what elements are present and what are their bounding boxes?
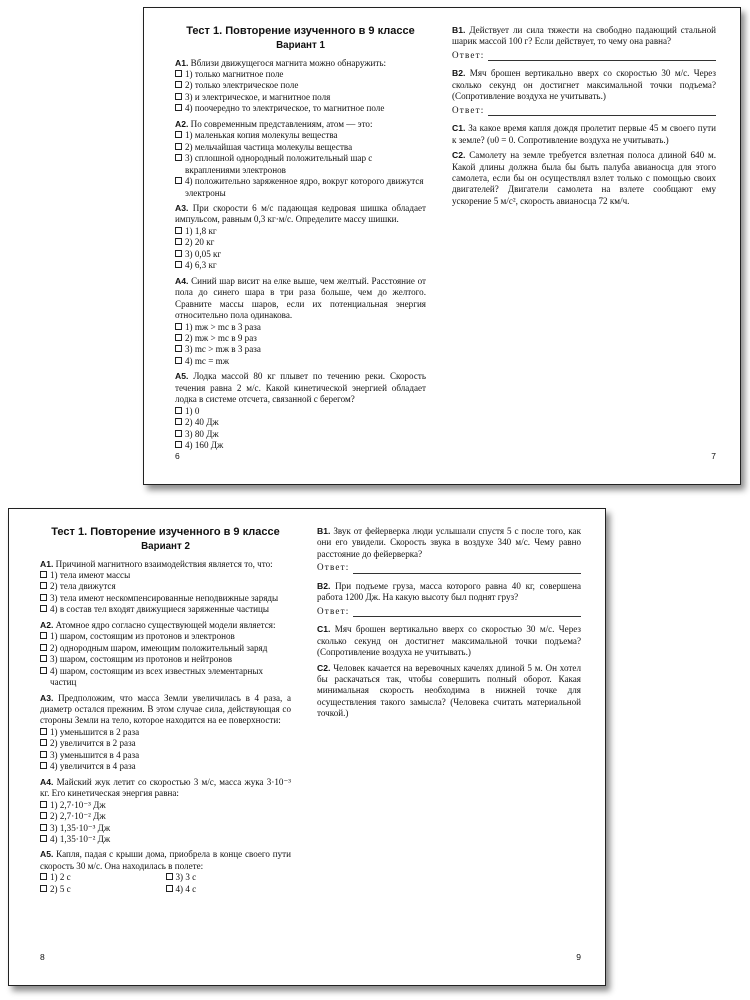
checkbox[interactable] [175, 261, 182, 268]
answer-option[interactable] [40, 654, 291, 665]
question-text [452, 123, 716, 146]
answer-options [175, 130, 426, 199]
question-number: А3. [175, 202, 189, 213]
question [40, 693, 291, 773]
option-text: 1) только магнитное поле [185, 68, 284, 79]
page-left [9, 509, 307, 985]
answer-option[interactable] [40, 666, 291, 689]
checkbox[interactable] [175, 250, 182, 257]
question [40, 559, 291, 616]
question-text [175, 203, 426, 226]
option-text: 2) мельчайшая частица молекулы вещества [185, 141, 353, 152]
option-text: 2) однородным шаром, имеющим положительный заряд [50, 642, 268, 653]
answer-option[interactable] [40, 581, 291, 592]
answer-option[interactable] [40, 593, 291, 604]
question-text [40, 620, 291, 631]
option-text: 2) mж > mс в 9 раз [185, 332, 257, 343]
checkbox[interactable] [40, 655, 47, 662]
answer-option[interactable] [40, 872, 166, 883]
option-text: 4) mс = mж [185, 355, 229, 366]
checkbox[interactable] [175, 238, 182, 245]
question-text [317, 581, 581, 604]
question-number: С1. [452, 123, 466, 134]
checkbox[interactable] [175, 177, 182, 184]
checkbox[interactable] [175, 104, 182, 111]
question-number: В1. [317, 526, 331, 536]
answer-option[interactable] [40, 643, 291, 654]
question-number: С1. [317, 624, 331, 635]
question-body: Лодка массой 80 кг плывет по течению реки. Скорость течения равна 2 м/с. Какой кинетической энергией обладает лодка в системе отсчета, связанной с берегом? [175, 371, 426, 405]
option-text: 4) в состав тел входят движущиеся заряженные частицы [50, 604, 270, 615]
question-body: Майский жук летит со скоростью 3 м/с, масса жука 3·10⁻³ кг. Его кинетическая энергия равна: [40, 776, 291, 799]
answer-option[interactable] [175, 92, 426, 103]
question-number: А2. [175, 118, 189, 129]
question-body: Капля, падая с крыши дома, приобрела в конце своего пути скорость 30 м/с. Она находилась в полете: [40, 849, 292, 871]
answer-option[interactable] [175, 406, 426, 417]
checkbox[interactable] [40, 739, 47, 746]
answer-option[interactable] [166, 884, 292, 895]
answer-option[interactable] [40, 570, 291, 581]
question-number: А1. [40, 558, 54, 569]
checkbox[interactable] [40, 824, 47, 831]
checkbox[interactable] [175, 81, 182, 88]
question-body: За какое время капля дождя пролетит первые 45 м своего пути к земле? (υ0 = 0. Сопротивление воздуха не учитывать.) [452, 123, 716, 145]
checkbox[interactable] [175, 334, 182, 341]
answer-field[interactable] [353, 565, 581, 574]
answer-field[interactable] [353, 608, 581, 617]
answer-options [175, 406, 426, 452]
answer-option[interactable] [175, 356, 426, 367]
answer-line [452, 105, 716, 116]
option-text: 3) сплошной однородный положительный шар с вкраплениями электронов [185, 153, 373, 175]
question-body: Действует ли сила тяжести на свободно падающий стальной шарик массой 100 г? Если действует, то чему она равна? [452, 25, 717, 47]
answer-option[interactable] [175, 249, 426, 260]
checkbox[interactable] [175, 418, 182, 425]
option-text: 3) 0,05 кг [185, 248, 222, 259]
answer-option[interactable] [175, 226, 426, 237]
question [452, 68, 716, 116]
question-body: Мяч брошен вертикально вверх со скоростью 30 м/с. Через сколько секунд он достигнет максимальной точки подъема? (Сопротивление воздуха не учитывать.) [317, 624, 582, 658]
question-number: А2. [40, 619, 54, 630]
question [40, 620, 291, 689]
question [40, 849, 291, 895]
question-body: Мяч брошен вертикально вверх со скоростью 30 м/с. Через сколько секунд он достигнет максимальной точки подъема? (Сопротивление воздуха не учитывать.) [452, 68, 717, 102]
page-number: 6 [175, 451, 180, 462]
answer-field[interactable] [488, 52, 716, 61]
question-text [40, 693, 291, 727]
answer-options [40, 631, 291, 688]
test-title: Тест 1. Повторение изученного в 9 классе [51, 526, 280, 538]
checkbox[interactable] [175, 227, 182, 234]
question-number: В2. [317, 580, 331, 591]
option-text: 3) уменьшится в 4 раза [50, 749, 140, 760]
question-text [452, 68, 716, 102]
option-text: 1) тела имеют массы [50, 569, 131, 580]
answer-option[interactable] [40, 750, 291, 761]
answer-options [40, 570, 291, 616]
answer-option[interactable] [175, 333, 426, 344]
option-text: 3) тела имеют нескомпенсированные неподвижные заряды [50, 592, 279, 603]
answer-option[interactable] [166, 872, 292, 883]
question [175, 203, 426, 272]
checkbox[interactable] [40, 873, 47, 880]
option-text: 4) поочередно то электрическое, то магнитное поле [185, 103, 385, 114]
checkbox[interactable] [175, 93, 182, 100]
question-text [40, 777, 291, 800]
option-text: 4) 4 с [175, 883, 197, 894]
answer-option[interactable] [175, 344, 426, 355]
checkbox[interactable] [40, 728, 47, 735]
answer-label: Ответ: [317, 562, 350, 573]
question [175, 58, 426, 115]
checkbox[interactable] [40, 812, 47, 819]
answer-option[interactable] [40, 811, 291, 822]
answer-option[interactable] [175, 322, 426, 333]
option-text: 1) 2 с [50, 872, 71, 883]
page-spread-2 [8, 508, 606, 986]
question-body: Человек качается на веревочных качелях длиной 5 м. Он хотел бы раскачаться так, чтобы совершить полный оборот. Какая минимальная скорость необходима в нижней точке для осуществления такого замысла? (Человека считать материальной точкой.) [317, 662, 581, 719]
question-number: В2. [452, 68, 466, 79]
question [317, 663, 581, 720]
question [175, 371, 426, 451]
checkbox[interactable] [175, 154, 182, 161]
answer-line [317, 606, 581, 617]
question-number: А1. [175, 57, 189, 68]
option-text: 2) 5 с [50, 883, 71, 894]
question-number: А5. [40, 849, 54, 860]
checkbox[interactable] [40, 582, 47, 589]
question-body: При скорости 6 м/с падающая кедровая шишка обладает импульсом, равным 0,3 кг·м/с. Определите массу шишки. [175, 202, 426, 225]
checkbox[interactable] [40, 885, 47, 892]
option-text: 1) mж > mс в 3 раза [185, 321, 261, 332]
answer-option[interactable] [175, 429, 426, 440]
checkbox[interactable] [166, 885, 173, 892]
question-text [317, 663, 581, 720]
question-text [175, 276, 426, 322]
variant-label: Вариант 2 [141, 541, 190, 553]
option-text: 1) 1,8 кг [185, 225, 217, 236]
question-number: В1. [452, 25, 466, 35]
checkbox[interactable] [40, 594, 47, 601]
question-number: А4. [175, 275, 189, 286]
option-text: 3) и электрическое, и магнитное поля [185, 91, 331, 102]
answer-label: Ответ: [452, 104, 485, 115]
question-text [175, 119, 426, 130]
answer-option[interactable] [40, 800, 291, 811]
question-number: С2. [452, 150, 466, 161]
answer-options [40, 872, 291, 895]
checkbox[interactable] [40, 835, 47, 842]
question-body: Звук от фейерверка люди услышали спустя 5 с после того, как они его увидели. Скорость звука в воздухе 340 м/с. Чему равно расстояние до фейерверка? [317, 526, 581, 559]
question [452, 123, 716, 146]
option-text: 1) 2,7·10⁻³ Дж [50, 799, 106, 810]
option-text: 3) шаром, состоящим из протонов и нейтронов [50, 654, 233, 665]
question [317, 526, 581, 574]
question [452, 25, 716, 61]
question [317, 624, 581, 658]
answer-options [175, 226, 426, 272]
question-text [175, 58, 426, 69]
variant-label: Вариант 1 [276, 40, 325, 52]
question-text [317, 624, 581, 658]
answer-option[interactable] [40, 884, 166, 895]
option-text: 2) 2,7·10⁻² Дж [50, 811, 106, 822]
answer-options [175, 322, 426, 368]
checkbox[interactable] [40, 751, 47, 758]
question [40, 777, 291, 846]
option-text: 4) шаром, состоящим из всех известных элементарных частиц [50, 665, 264, 688]
option-text: 2) 20 кг [185, 237, 215, 248]
page-number: 8 [40, 952, 45, 963]
option-text: 2) только электрическое поле [185, 80, 299, 91]
page-number: 7 [711, 451, 716, 462]
checkbox[interactable] [175, 441, 182, 448]
answer-option[interactable] [175, 153, 426, 176]
checkbox[interactable] [175, 70, 182, 77]
checkbox[interactable] [175, 131, 182, 138]
answer-option[interactable] [175, 130, 426, 141]
question-text [452, 25, 716, 48]
answer-option[interactable] [40, 823, 291, 834]
option-text: 4) положительно заряженное ядро, вокруг которого движутся электроны [185, 176, 424, 198]
answer-option[interactable] [175, 103, 426, 114]
question-text [452, 150, 716, 207]
question-body: Атомное ядро согласно существующей модели является: [55, 619, 276, 630]
page-right [442, 8, 740, 484]
answer-option[interactable] [175, 69, 426, 80]
question-number: А5. [175, 371, 189, 382]
test-title: Тест 1. Повторение изученного в 9 классе [186, 25, 415, 37]
checkbox[interactable] [175, 430, 182, 437]
answer-field[interactable] [488, 107, 716, 116]
answer-option[interactable] [40, 631, 291, 642]
answer-options [40, 800, 291, 846]
option-text: 1) 0 [185, 405, 200, 416]
option-text: 3) 3 с [175, 872, 197, 883]
page-right [307, 509, 605, 985]
answer-option[interactable] [175, 417, 426, 428]
question-body: Синий шар висит на елке выше, чем желтый. Расстояние от пола до синего шара в три раза больше, чем до желтого. Сравните массы шаров, если их потенциальная энергия относительно пола одинакова. [175, 275, 426, 321]
question-number: А4. [40, 776, 54, 787]
answer-option[interactable] [40, 834, 291, 845]
option-text: 1) уменьшится в 2 раза [50, 726, 140, 737]
question-body: По современным представлениям, атом — это: [190, 118, 373, 129]
answer-options [40, 727, 291, 773]
answer-option[interactable] [175, 237, 426, 248]
checkbox[interactable] [175, 407, 182, 414]
question-number: А3. [40, 692, 54, 703]
checkbox[interactable] [40, 762, 47, 769]
answer-option[interactable] [40, 761, 291, 772]
question-body: Причиной магнитного взаимодействия является то, что: [55, 558, 273, 569]
option-text: 3) 1,35·10⁻³ Дж [50, 822, 111, 833]
question-number: С2. [317, 662, 331, 673]
checkbox[interactable] [175, 143, 182, 150]
question [317, 581, 581, 617]
page-left [144, 8, 442, 484]
option-text: 4) 6,3 кг [185, 260, 217, 271]
answer-option[interactable] [40, 604, 291, 615]
question-text [40, 849, 291, 872]
checkbox[interactable] [40, 632, 47, 639]
option-text: 1) маленькая копия молекулы вещества [185, 130, 338, 141]
checkbox[interactable] [175, 323, 182, 330]
option-text: 3) 80 Дж [185, 428, 219, 439]
option-text: 2) 40 Дж [185, 417, 219, 428]
question [452, 150, 716, 207]
checkbox[interactable] [40, 667, 47, 674]
option-text: 4) 160 Дж [185, 440, 224, 451]
option-text: 3) mс > mж в 3 раза [185, 344, 261, 355]
option-text: 2) тела движутся [50, 581, 116, 592]
option-text: 4) 1,35·10⁻² Дж [50, 833, 111, 844]
question-body: Вблизи движущегося магнита можно обнаружить: [190, 57, 387, 68]
answer-line [452, 50, 716, 61]
question-text [175, 371, 426, 405]
answer-option[interactable] [175, 260, 426, 271]
answer-label: Ответ: [452, 49, 485, 60]
checkbox[interactable] [40, 801, 47, 808]
answer-option[interactable] [175, 440, 426, 451]
question-text [317, 526, 581, 560]
answer-line [317, 562, 581, 573]
answer-option[interactable] [175, 80, 426, 91]
question-body: Предположим, что масса Земли увеличилась в 4 раза, а диаметр остался прежним. В этом случае сила, действующая со стороны Земли на тело, которое находится на ее поверхности: [40, 692, 291, 726]
question [175, 119, 426, 199]
answer-option[interactable] [175, 176, 426, 199]
answer-option[interactable] [175, 142, 426, 153]
page-spread-1 [143, 7, 741, 485]
checkbox[interactable] [166, 873, 173, 880]
checkbox[interactable] [40, 571, 47, 578]
answer-option[interactable] [40, 738, 291, 749]
question-text [40, 559, 291, 570]
question [175, 276, 426, 368]
page-number: 9 [576, 952, 581, 963]
question-body: Самолету на земле требуется взлетная полоса длиной 640 м. Какой длины должна была бы быть палуба авианосца для этого самолета, если бы он осуществлял взлет только с помощью своих двигателей? Двигатели самолета на взлете сообщают ему ускорение 5 м/с², скорость авианосца 72 км/ч. [452, 150, 717, 206]
checkbox[interactable] [40, 644, 47, 651]
option-text: 4) увеличится в 4 раза [50, 761, 136, 772]
checkbox[interactable] [40, 605, 47, 612]
question-body: При подъеме груза, масса которого равна 40 кг, совершена работа 1200 Дж. На какую высоту был поднят груз? [317, 580, 581, 603]
answer-options [175, 69, 426, 115]
option-text: 2) увеличится в 2 раза [50, 738, 136, 749]
checkbox[interactable] [175, 357, 182, 364]
option-text: 1) шаром, состоящим из протонов и электронов [50, 631, 235, 642]
answer-option[interactable] [40, 727, 291, 738]
answer-label: Ответ: [317, 605, 350, 616]
checkbox[interactable] [175, 345, 182, 352]
